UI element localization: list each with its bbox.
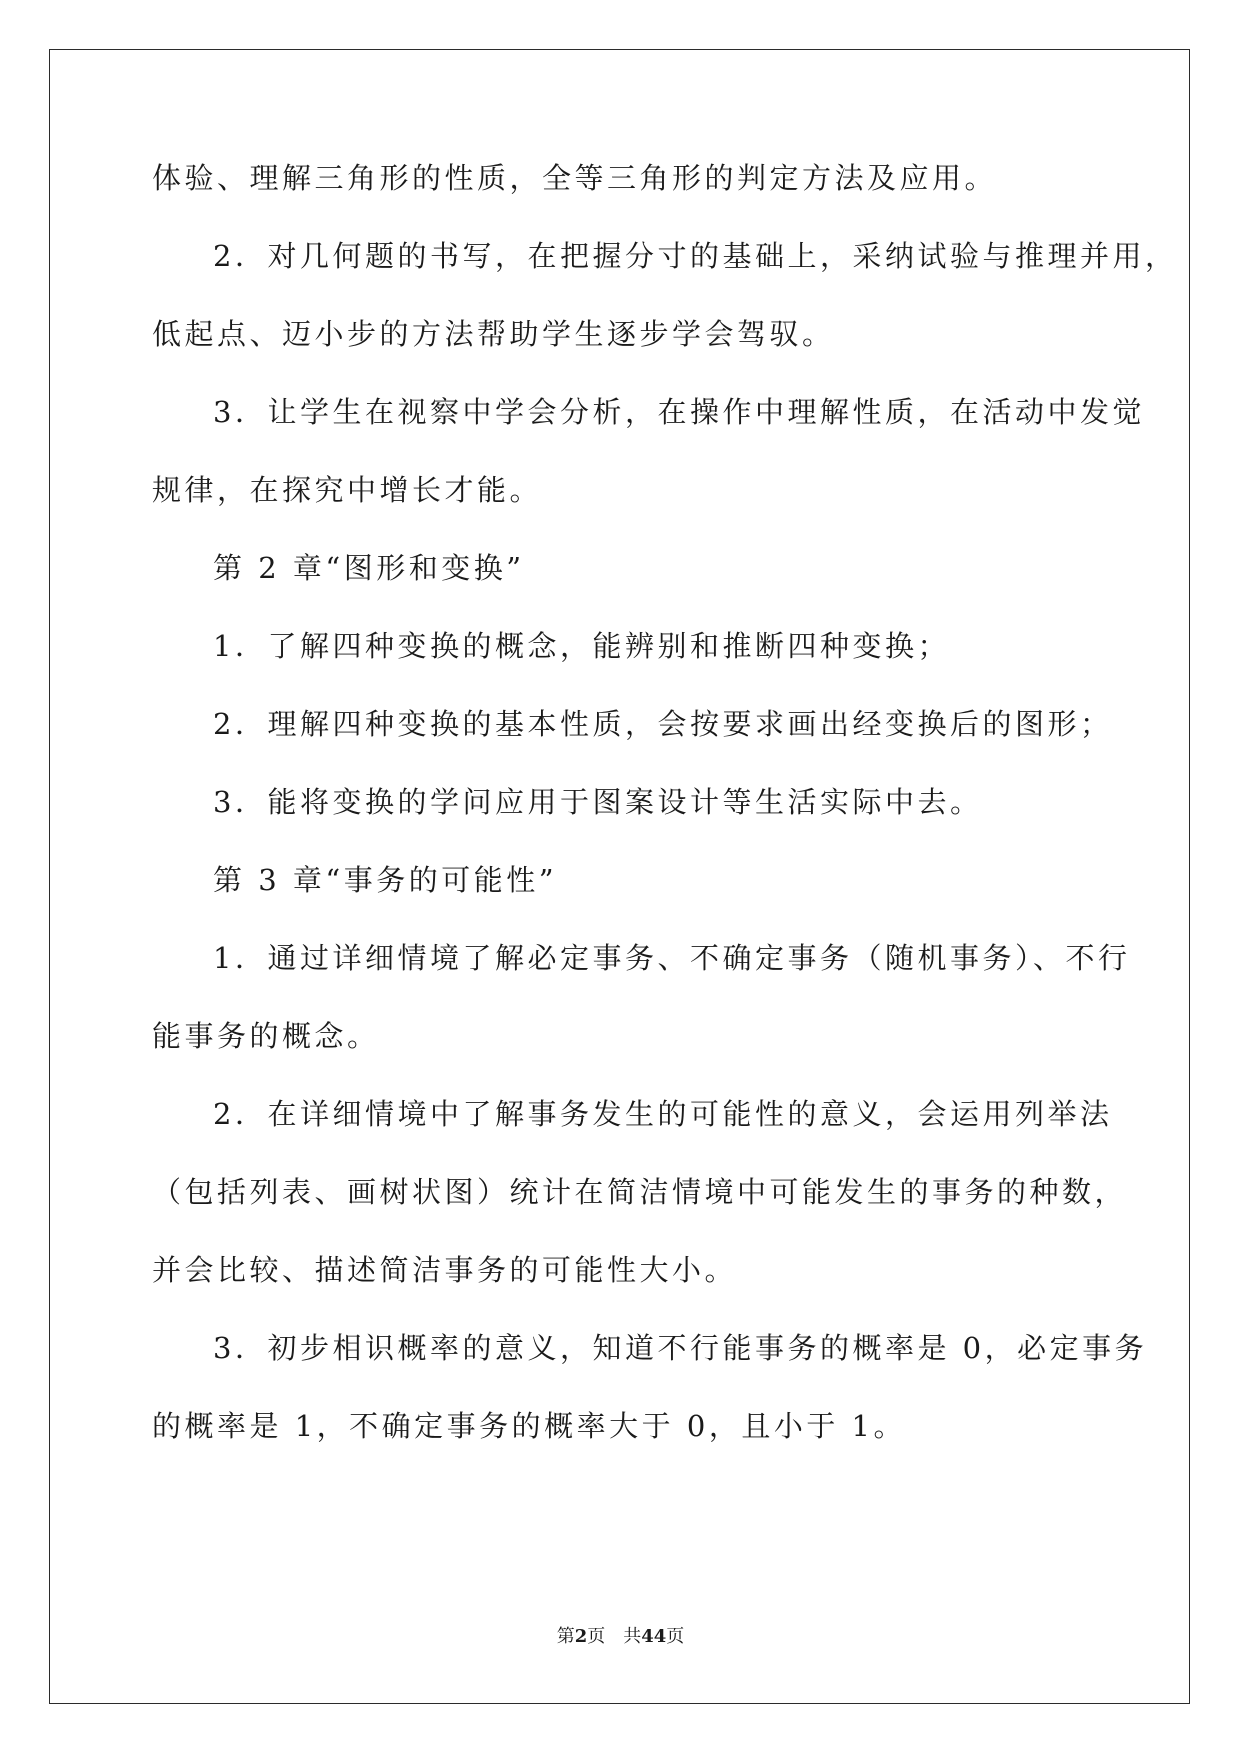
footer-middle: 页 共 <box>587 1626 642 1647</box>
paragraph-line: 2．对几何题的书写，在把握分寸的基础上，采纳试验与推理并用， <box>213 239 1178 273</box>
paragraph-line: 1．通过详细情境了解必定事务、不确定事务（随机事务）、不行 <box>213 941 1131 975</box>
paragraph-line: 低起点、迈小步的方法帮助学生逐步学会驾驭。 <box>152 317 835 351</box>
footer-prefix: 第 <box>556 1626 575 1647</box>
paragraph-line: 1．了解四种变换的概念，能辨别和推断四种变换； <box>213 629 950 663</box>
paragraph-line: 并会比较、描述简洁事务的可能性大小。 <box>152 1253 738 1287</box>
paragraph-line: 2．在详细情境中了解事务发生的可能性的意义，会运用列举法 <box>213 1097 1113 1131</box>
page-total: 44 <box>641 1626 667 1647</box>
paragraph-line: 3．初步相识概率的意义，知道不行能事务的概率是 0，必定事务 <box>213 1331 1148 1365</box>
paragraph-line: 3．让学生在视察中学会分析，在操作中理解性质，在活动中发觉 <box>213 395 1145 429</box>
footer-suffix: 页 <box>666 1626 685 1647</box>
page-footer <box>0 1625 1241 1649</box>
chapter-heading: 第 2 章“图形和变换” <box>213 551 525 585</box>
paragraph-line: （包括列表、画树状图）统计在简洁情境中可能发生的事务的种数， <box>152 1175 1128 1209</box>
paragraph-line: 规律，在探究中增长才能。 <box>152 473 543 507</box>
paragraph-line: 体验、理解三角形的性质，全等三角形的判定方法及应用。 <box>152 161 998 195</box>
paragraph-line: 2．理解四种变换的基本性质，会按要求画出经变换后的图形； <box>213 707 1113 741</box>
chapter-heading: 第 3 章“事务的可能性” <box>213 863 558 897</box>
paragraph-line: 能事务的概念。 <box>152 1019 380 1053</box>
paragraph-line: 3．能将变换的学问应用于图案设计等生活实际中去。 <box>213 785 983 819</box>
page-number: 2 <box>574 1626 588 1647</box>
paragraph-line: 的概率是 1，不确定事务的概率大于 0，且小于 1。 <box>152 1409 907 1443</box>
